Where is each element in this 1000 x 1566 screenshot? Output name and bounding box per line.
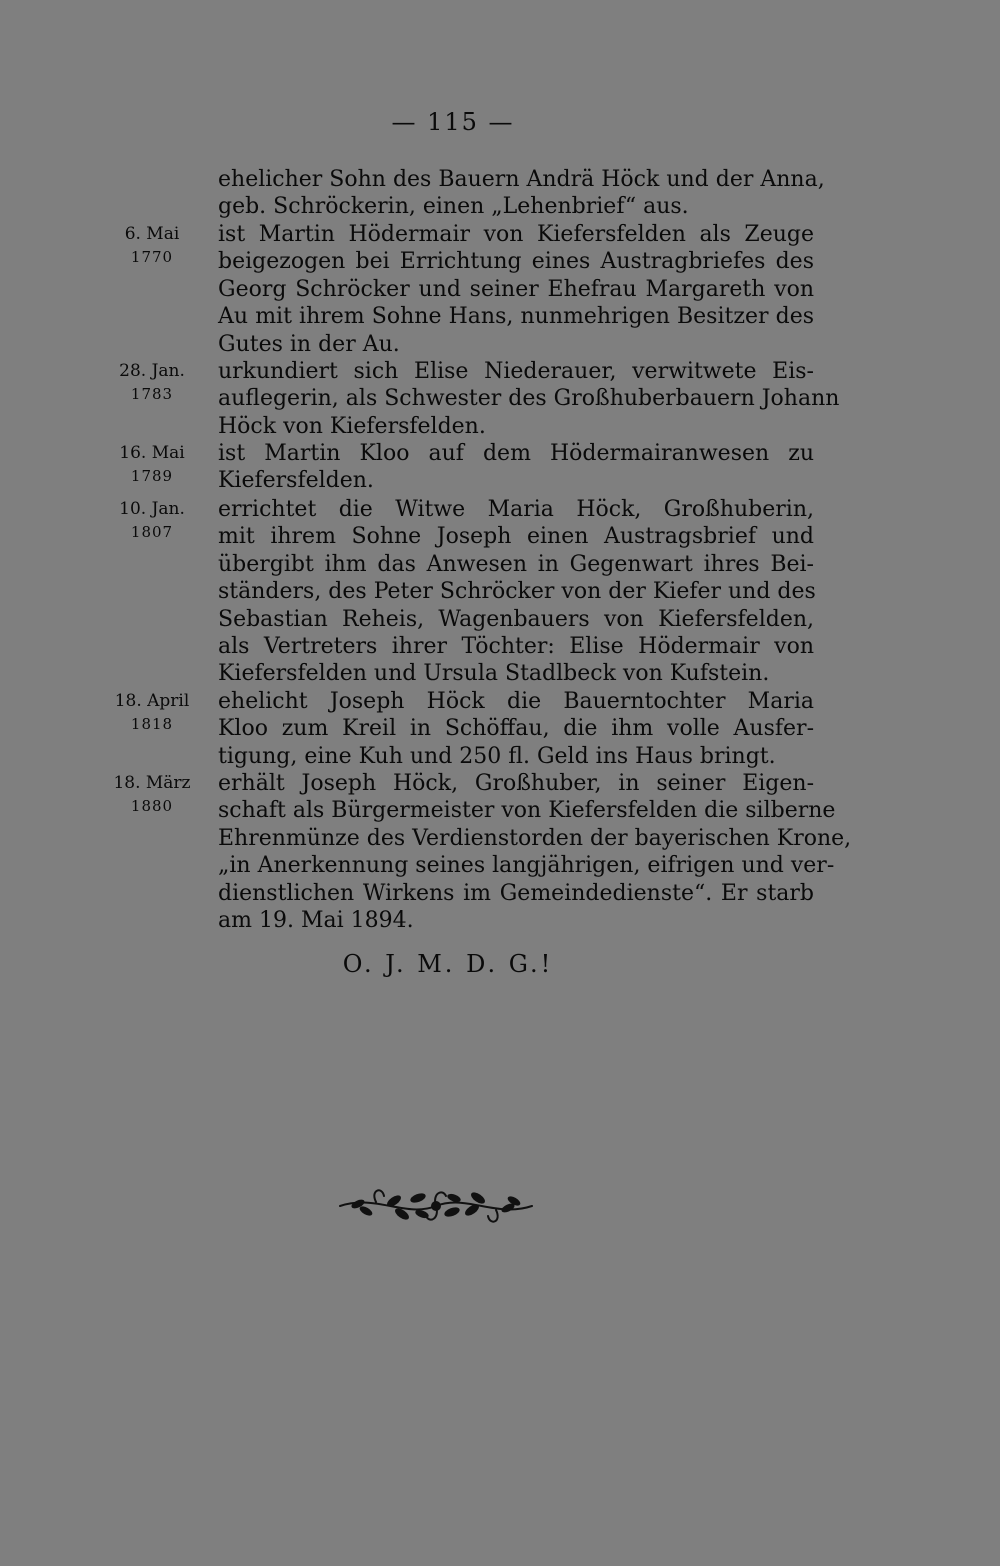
entry-text <box>218 496 814 688</box>
text-line: Georg Schröcker und seiner Ehefrau Margareth von <box>218 276 814 302</box>
text-line: tigung, eine Kuh und 250 fl. Geld ins Haus bringt. <box>218 743 776 769</box>
text-line: auflegerin, als Schwester des Großhuberbauern Johann <box>218 386 840 412</box>
text-line: Gutes in der Au. <box>218 331 400 357</box>
text-line: erhält Joseph Höck, Großhuber, in seiner Eigen- <box>218 771 814 796</box>
entry-text <box>218 358 840 440</box>
entry-text <box>218 221 814 358</box>
date-year: 1783 <box>130 385 174 403</box>
text-line: „in Anerkennung seines langjährigen, eifrigen und ver- <box>218 853 835 879</box>
text-line: schaft als Bürgermeister von Kiefersfelden die silberne <box>218 798 836 824</box>
date-year: 1880 <box>130 797 174 815</box>
date-year: 1807 <box>130 523 174 541</box>
margin-date <box>104 690 200 736</box>
text-line: Kloo zum Kreil in Schöffau, die ihm volle Ausfer- <box>218 716 814 742</box>
text-line: dienstlichen Wirkens im Gemeindedienste“. Er starb <box>218 880 814 906</box>
date-day: 18. April <box>114 691 190 711</box>
text-line: Höck von Kiefersfelden. <box>218 413 486 439</box>
text-line: ehelicht Joseph Höck die Bauerntochter Maria <box>218 689 814 714</box>
text-line: ständers, des Peter Schröcker von der Kiefer und des <box>218 579 816 605</box>
date-year: 1789 <box>130 467 174 485</box>
date-year: 1770 <box>130 248 174 266</box>
margin-date <box>104 442 200 488</box>
margin-date <box>104 223 200 269</box>
margin-date <box>104 360 200 406</box>
text-line: errichtet die Witwe Maria Höck, Großhuberin, <box>218 497 814 522</box>
text-line: ist Martin Kloo auf dem Hödermairanwesen zu <box>218 441 814 466</box>
text-line: Ehrenmünze des Verdienstorden der bayerischen Krone, <box>218 825 852 851</box>
page-number: — 115 — <box>391 108 515 136</box>
date-day: 18. März <box>113 773 191 793</box>
date-day: 16. Mai <box>119 443 185 463</box>
text-line: beigezogen bei Errichtung eines Austragbriefes des <box>218 249 814 275</box>
margin-date <box>104 772 200 818</box>
closing-motto: O. J. M. D. G.! <box>342 950 554 978</box>
entry-text <box>218 166 825 221</box>
entry-text <box>218 770 852 934</box>
text-line: übergibt ihm das Anwesen in Gegenwart ihres Bei- <box>218 551 814 577</box>
date-day: 28. Jan. <box>119 361 185 381</box>
date-day: 6. Mai <box>124 224 180 244</box>
text-line: Kiefersfelden und Ursula Stadlbeck von Kufstein. <box>218 661 770 687</box>
text-line: am 19. Mai 1894. <box>218 908 414 934</box>
text-line: geb. Schröckerin, einen „Lehenbrief“ aus. <box>218 194 689 220</box>
date-day: 10. Jan. <box>119 499 185 519</box>
text-line: Kiefersfelden. <box>218 468 374 494</box>
text-line: ist Martin Hödermair von Kiefersfelden als Zeuge <box>218 222 814 247</box>
text-line: als Vertreters ihrer Töchter: Elise Hödermair von <box>218 634 814 660</box>
floral-vignette-icon <box>336 1176 536 1236</box>
entry-text <box>218 688 814 770</box>
text-line: ehelicher Sohn des Bauern Andrä Höck und der Anna, <box>218 167 825 192</box>
text-line: mit ihrem Sohne Joseph einen Austragsbrief und <box>218 524 814 550</box>
date-year: 1818 <box>130 715 174 733</box>
text-line: Sebastian Reheis, Wagenbauers von Kiefersfelden, <box>218 606 814 632</box>
entry-text <box>218 440 814 495</box>
text-line: Au mit ihrem Sohne Hans, nunmehrigen Besitzer des <box>218 304 814 330</box>
text-line: urkundiert sich Elise Niederauer, verwitwete Eis- <box>218 359 814 384</box>
margin-date <box>104 498 200 544</box>
